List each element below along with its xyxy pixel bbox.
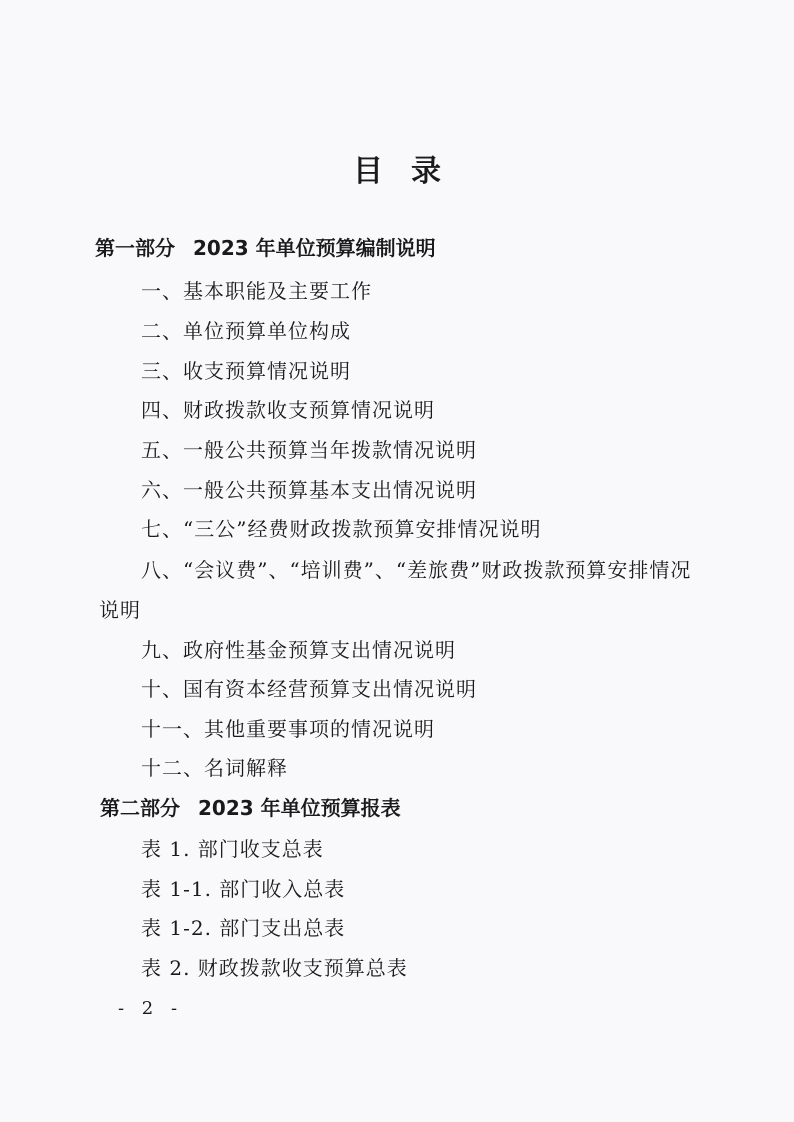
toc-item: 四、财政拨款收支预算情况说明 bbox=[141, 398, 435, 422]
toc-item: 二、单位预算单位构成 bbox=[141, 319, 351, 343]
toc-item: 八、“会议费”、“培训费”、“差旅费”财政拨款预算安排情况 bbox=[141, 558, 692, 582]
toc-item: 十二、名词解释 bbox=[141, 756, 288, 780]
toc-table-item: 表 2. 财政拨款收支预算总表 bbox=[141, 956, 408, 980]
page-number: - 2 - bbox=[118, 998, 184, 1019]
toc-table-item: 表 1-1. 部门收入总表 bbox=[141, 877, 346, 901]
page-title: 目录 bbox=[353, 154, 469, 189]
toc-item: 一、基本职能及主要工作 bbox=[141, 279, 372, 303]
toc-item: 九、政府性基金预算支出情况说明 bbox=[141, 638, 456, 662]
part-one-label: 第一部分 bbox=[95, 236, 175, 260]
part-one-heading bbox=[95, 235, 436, 261]
toc-item: 十一、其他重要事项的情况说明 bbox=[141, 717, 435, 741]
part-two-label: 第二部分 bbox=[100, 796, 180, 820]
part-two-title: 2023 年单位预算报表 bbox=[198, 796, 401, 820]
part-two-heading bbox=[100, 795, 401, 821]
toc-item: 五、一般公共预算当年拨款情况说明 bbox=[141, 438, 477, 462]
toc-item: 十、国有资本经营预算支出情况说明 bbox=[141, 677, 477, 701]
toc-item: 六、一般公共预算基本支出情况说明 bbox=[141, 478, 477, 502]
toc-table-item: 表 1-2. 部门支出总表 bbox=[141, 916, 346, 940]
part-one-title: 2023 年单位预算编制说明 bbox=[193, 236, 436, 260]
toc-item: 三、收支预算情况说明 bbox=[141, 359, 351, 383]
toc-table-item: 表 1. 部门收支总表 bbox=[141, 837, 324, 861]
toc-item-continuation: 说明 bbox=[99, 598, 141, 622]
toc-item: 七、“三公”经费财政拨款预算安排情况说明 bbox=[141, 517, 542, 541]
